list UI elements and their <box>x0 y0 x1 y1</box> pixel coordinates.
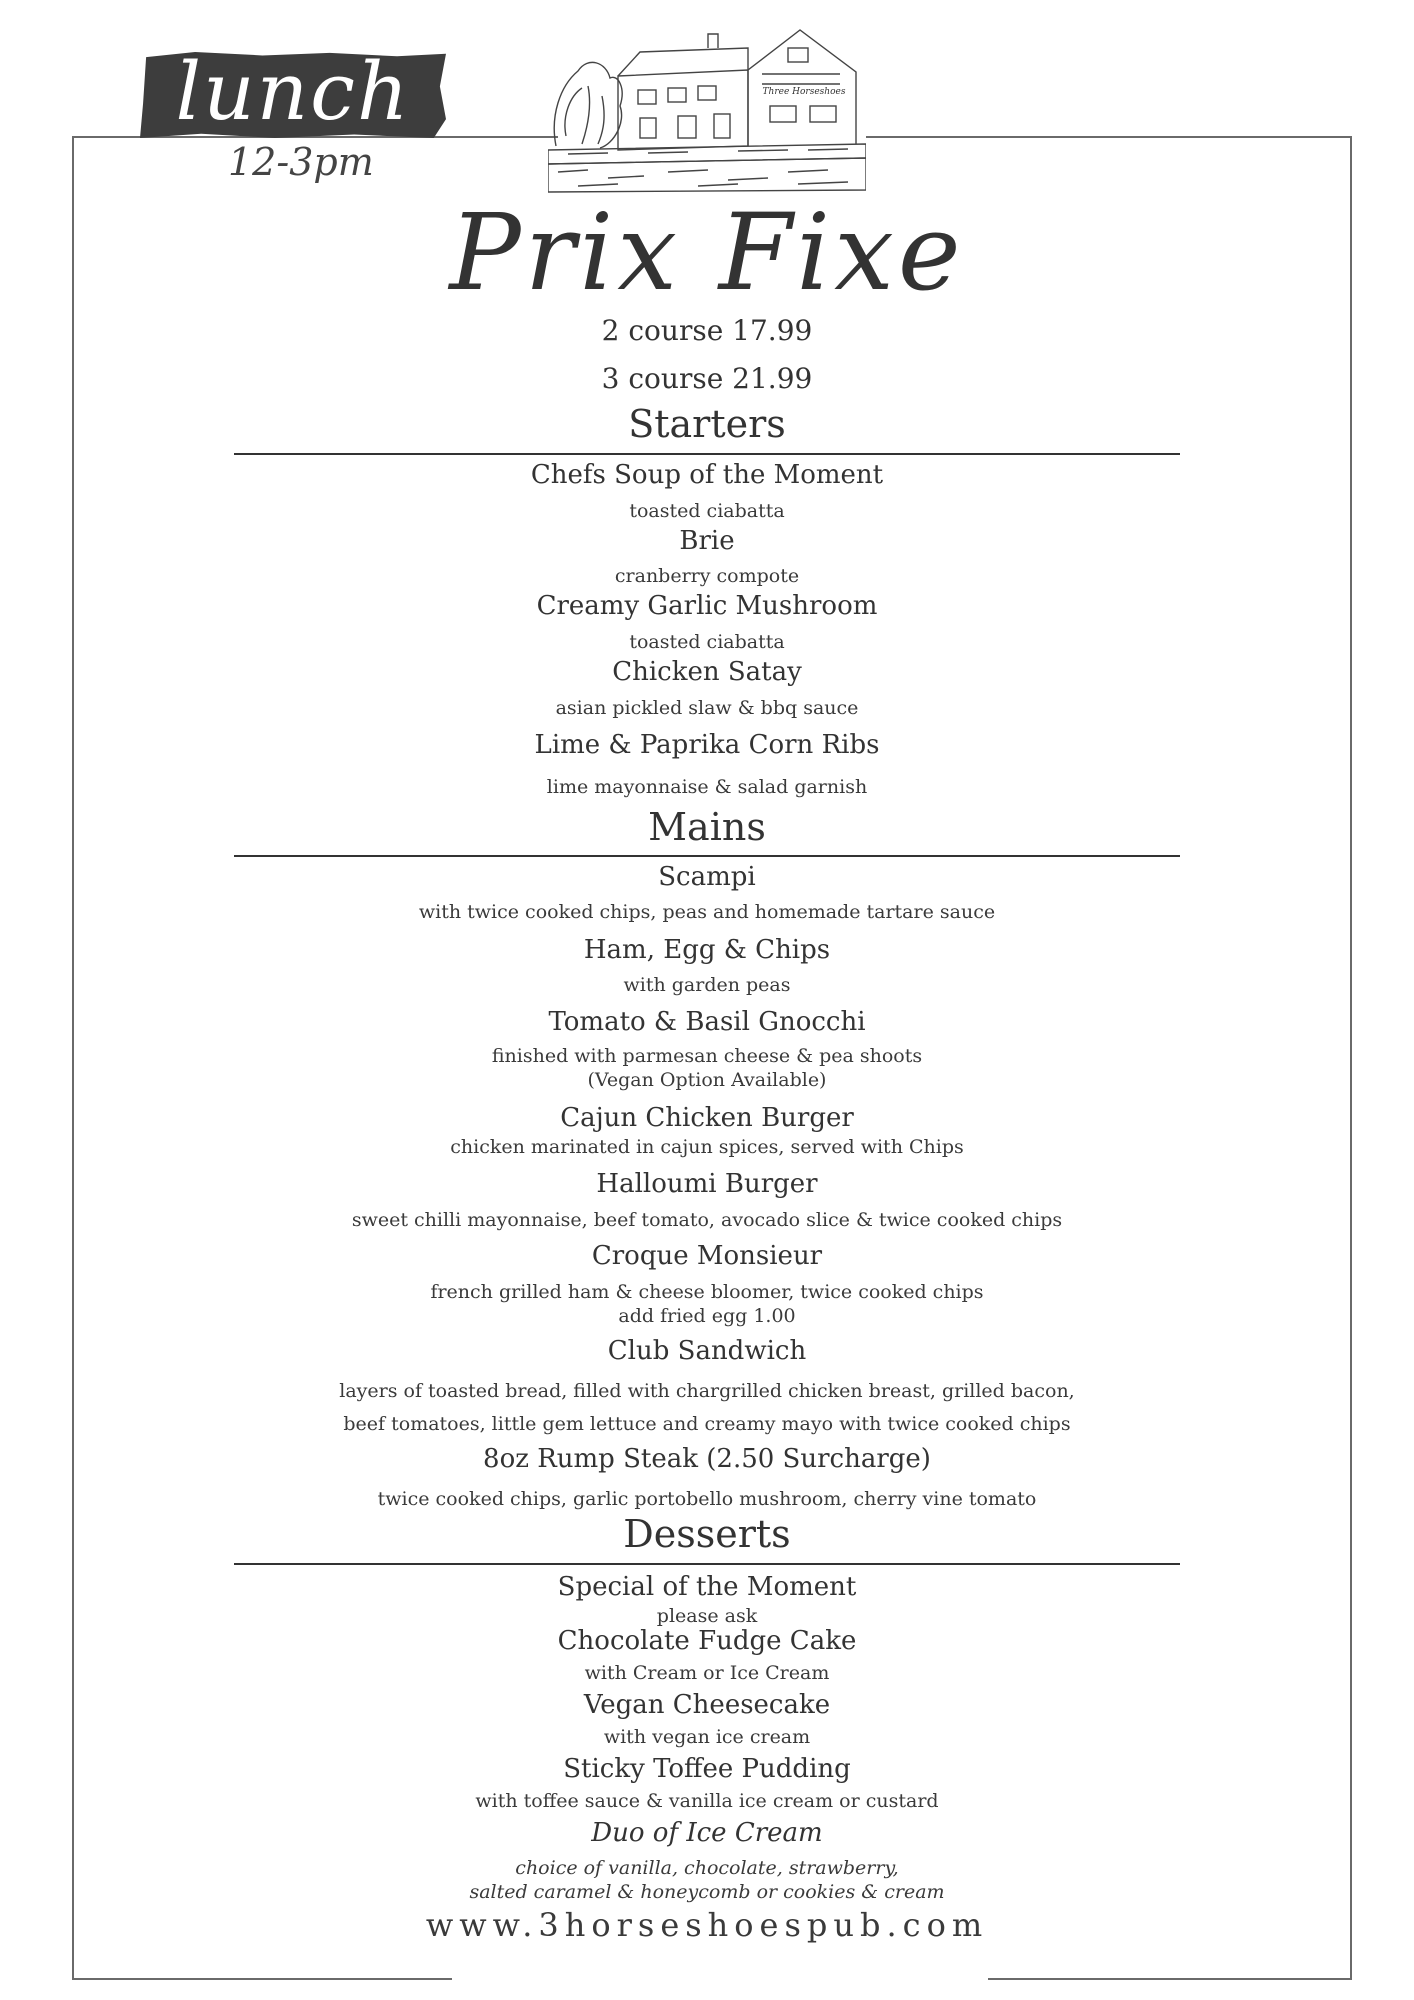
section-heading-mains: Mains <box>648 805 766 849</box>
main-description: chicken marinated in cajun spices, served with Chips <box>450 1136 964 1158</box>
dessert-name: Special of the Moment <box>557 1572 857 1602</box>
starter-name: Chicken Satay <box>612 657 802 687</box>
main-description: twice cooked chips, garlic portobello mushroom, cherry vine tomato <box>377 1488 1037 1510</box>
dessert-description: salted caramel & honeycomb or cookies & cream <box>469 1881 945 1903</box>
starter-description: toasted ciabatta <box>629 631 785 653</box>
main-description: layers of toasted bread, filled with chargrilled chicken breast, grilled bacon, <box>339 1380 1075 1402</box>
main-description-note: add fried egg 1.00 <box>618 1305 796 1327</box>
main-description: finished with parmesan cheese & pea shoots <box>491 1045 923 1067</box>
frame-line <box>988 1978 1352 1980</box>
main-description-note: (Vegan Option Available) <box>587 1069 827 1091</box>
main-name: Croque Monsieur <box>591 1241 823 1271</box>
section-heading-desserts: Desserts <box>623 1512 791 1556</box>
main-name: 8oz Rump Steak (2.50 Surcharge) <box>483 1444 931 1474</box>
website-url: www.3horseshoespub.com <box>425 1906 989 1944</box>
main-name: Cajun Chicken Burger <box>560 1103 854 1133</box>
section-divider <box>234 855 1180 857</box>
starter-description: toasted ciabatta <box>629 500 785 522</box>
lunch-hours: 12-3pm <box>228 140 374 184</box>
dessert-description: please ask <box>656 1605 758 1627</box>
dessert-name: Chocolate Fudge Cake <box>557 1626 857 1656</box>
starter-name: Brie <box>679 526 735 556</box>
lunch-label: lunch <box>175 45 411 138</box>
dessert-description: with Cream or Ice Cream <box>584 1662 830 1684</box>
dessert-name: Vegan Cheesecake <box>583 1690 831 1720</box>
main-name: Ham, Egg & Chips <box>583 935 831 965</box>
main-name: Scampi <box>658 862 756 892</box>
pub-sign-text: Three Horseshoes <box>762 87 846 97</box>
main-name: Tomato & Basil Gnocchi <box>548 1007 866 1037</box>
starter-name: Creamy Garlic Mushroom <box>536 591 878 621</box>
frame-line <box>72 1978 452 1980</box>
main-description: french grilled ham & cheese bloomer, twice cooked chips <box>430 1281 984 1303</box>
price-three-course: 3 course 21.99 <box>601 362 813 395</box>
starter-description: asian pickled slaw & bbq sauce <box>555 697 859 719</box>
dessert-name: Sticky Toffee Pudding <box>563 1754 851 1784</box>
page-title: Prix Fixe <box>449 191 965 314</box>
dessert-description: choice of vanilla, chocolate, strawberry, <box>515 1857 899 1879</box>
main-description: with garden peas <box>623 974 791 996</box>
starter-name: Chefs Soup of the Moment <box>530 460 884 490</box>
main-description: with twice cooked chips, peas and homemade tartare sauce <box>418 901 996 923</box>
dessert-name: Duo of Ice Cream <box>591 1818 823 1848</box>
dessert-description: with toffee sauce & vanilla ice cream or custard <box>475 1790 939 1812</box>
starter-description: lime mayonnaise & salad garnish <box>546 776 868 798</box>
dessert-description: with vegan ice cream <box>603 1726 811 1748</box>
frame-line <box>866 136 1352 138</box>
section-heading-starters: Starters <box>628 402 786 446</box>
price-two-course: 2 course 17.99 <box>601 314 813 347</box>
main-name: Club Sandwich <box>607 1336 807 1366</box>
main-name: Halloumi Burger <box>596 1169 818 1199</box>
section-divider <box>234 1563 1180 1565</box>
pub-sketch-illustration <box>548 26 866 194</box>
starter-name: Lime & Paprika Corn Ribs <box>534 730 880 760</box>
main-description: beef tomatoes, little gem lettuce and creamy mayo with twice cooked chips <box>343 1413 1071 1435</box>
starter-description: cranberry compote <box>614 565 800 587</box>
section-divider <box>234 453 1180 455</box>
main-description: sweet chilli mayonnaise, beef tomato, avocado slice & twice cooked chips <box>351 1209 1063 1231</box>
